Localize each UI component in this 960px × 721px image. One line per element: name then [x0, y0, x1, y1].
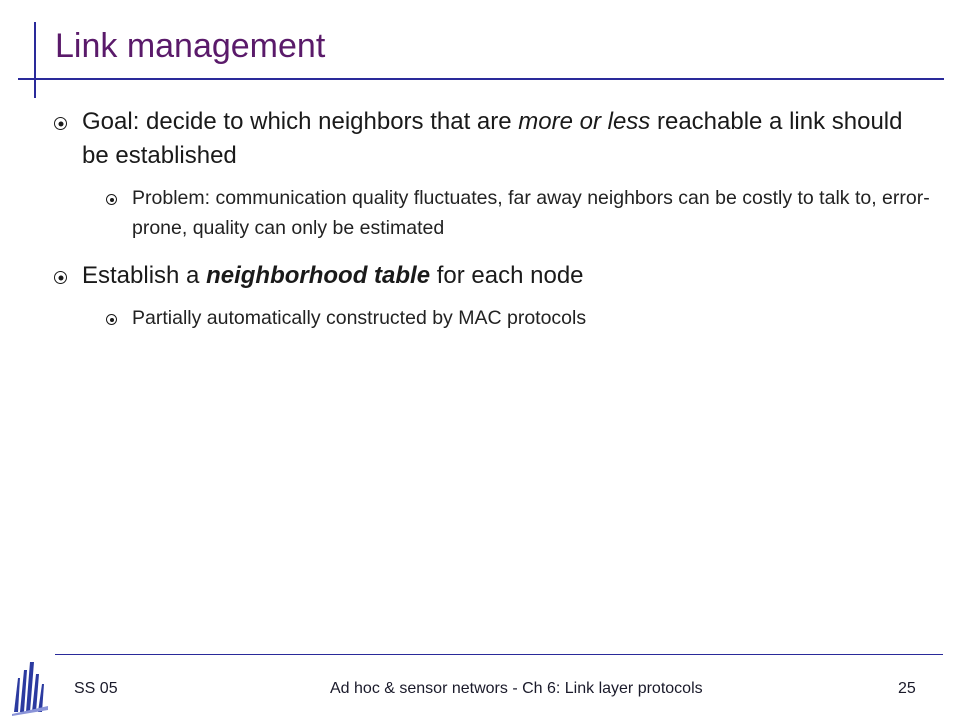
sub-bullet-text: Partially automatically constructed by MAC protocols — [132, 307, 587, 329]
footer-course-title: Ad hoc & sensor networs - Ch 6: Link layer protocols — [330, 680, 703, 697]
sub-bullet-item — [104, 183, 930, 243]
emphasis-text: more or less — [518, 108, 651, 135]
university-logo-icon — [8, 656, 52, 716]
slide-body — [50, 105, 930, 333]
bullet-item — [50, 259, 930, 293]
slide-title: Link management — [55, 27, 326, 65]
sub-bullet-text: Problem: communication quality fluctuates, far away neighbors can be costly to talk to, error-prone, quality can only be estimated — [132, 187, 930, 239]
sub-bullet-item — [104, 303, 930, 333]
bullet-text: Establish a neighborhood table for each node — [82, 262, 584, 289]
bullet-item — [50, 105, 930, 173]
footer-semester: SS 05 — [74, 680, 118, 697]
title-vertical-rule — [34, 22, 36, 98]
sub-bullet-icon — [104, 303, 132, 333]
bullet-icon — [50, 259, 82, 293]
bullet-text: Goal: decide to which neighbors that are more or less reachable a link should be established — [82, 108, 903, 169]
footer-rule — [55, 654, 943, 655]
sub-bullet-icon — [104, 183, 132, 213]
title-horizontal-rule — [18, 78, 944, 80]
bullet-icon — [50, 105, 82, 139]
page-number: 25 — [898, 680, 916, 697]
strong-emphasis-text: neighborhood table — [206, 262, 431, 289]
